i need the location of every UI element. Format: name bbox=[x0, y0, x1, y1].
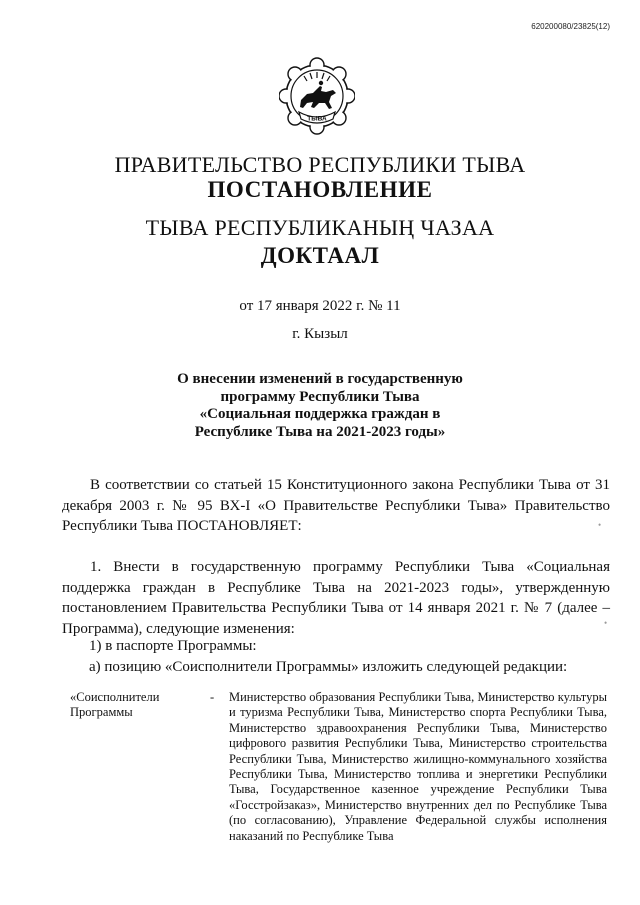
table-right-cell: Министерство образования Республики Тыва, Министерство культуры и туризма Республики Тыва, Министерство спорта Республики Тыва, Министерство здравоохранения Республики Тыва, Министерство цифрового развития Республики Тыва, Министерство строительства Республики Тыва, Министерство жилищно-коммунального хозяйства Республики Тыва, Министерство топлива и энергетики Республики Тыва, Государственное казенное учреждение Республики Тыва «Госстройзаказ», Министерство внутренних дел по Республике Тыва (по согласованию), Управление Федеральной службы исполнения наказаний по Республике Тыва bbox=[229, 690, 607, 843]
document-id: 620200080/23825(12) bbox=[531, 22, 610, 31]
government-title-ru: ПРАВИТЕЛЬСТВО РЕСПУБЛИКИ ТЫВА bbox=[114, 152, 526, 177]
title-line: Республике Тыва на 2021-2023 годы» bbox=[194, 423, 446, 440]
date-line: от 17 января 2022 г. № 11 bbox=[239, 298, 401, 314]
table-left-cell: «Соисполнители Программы bbox=[70, 690, 160, 719]
document-type-tyv: ДОКТААЛ bbox=[260, 243, 380, 268]
title-line: программу Республики Тыва bbox=[220, 388, 420, 405]
scan-mark: • bbox=[604, 618, 608, 628]
preamble-paragraph: В соответствии со статьей 15 Конституционного закона Республики Тыва от 31 декабря 2003 г. № 95 ВХ-I «О Правительстве Республики Тыва» Правительство Республики Тыва ПОСТАНОВЛЯЕТ: bbox=[62, 477, 610, 534]
tuva-coat-of-arms-icon bbox=[279, 56, 355, 136]
item-1-paragraph: 1. Внести в государственную программу Республики Тыва «Социальная поддержка граждан в Республике Тыва на 2021-2023 годы», утвержденную постановлением Правительства Республики Тыва от 14 января 2021 г. № 7 (далее – Программа), следующие изменения: bbox=[62, 559, 610, 637]
table-dash: - bbox=[210, 690, 215, 704]
subitem-1: 1) в паспорте Программы: bbox=[89, 638, 257, 654]
document-type-ru: ПОСТАНОВЛЕНИЕ bbox=[207, 177, 433, 202]
title-line: О внесении изменений в государственную bbox=[177, 371, 463, 387]
title-line: «Социальная поддержка граждан в bbox=[199, 406, 441, 422]
emblem-label: ТЫВА bbox=[307, 115, 327, 123]
scan-mark: • bbox=[598, 520, 602, 530]
resolution-title bbox=[0, 371, 640, 441]
subitem-a: а) позицию «Соисполнители Программы» изложить следующей редакции: bbox=[89, 659, 568, 675]
city-line: г. Кызыл bbox=[292, 326, 348, 342]
government-title-tyv: ТЫВА РЕСПУБЛИКАНЫҢ ЧАЗАА bbox=[145, 215, 495, 240]
